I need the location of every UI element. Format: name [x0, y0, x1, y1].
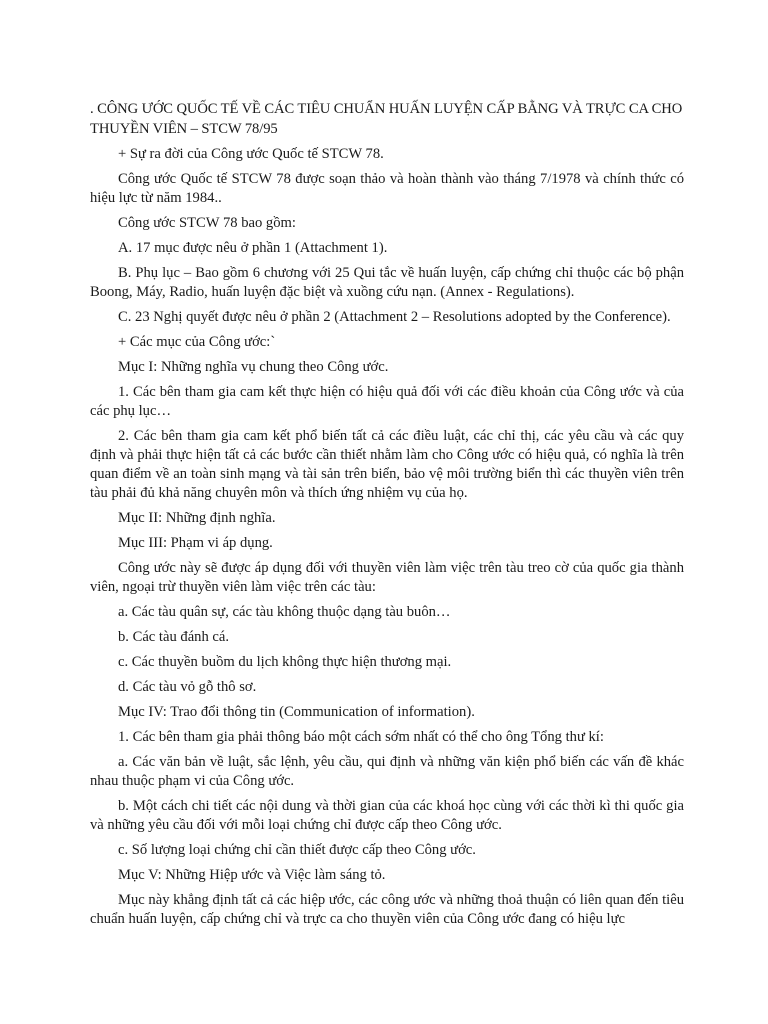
paragraph-sections-heading: + Các mục của Công ước:` [118, 334, 276, 350]
paragraph-section-1-point-2: 2. Các bên tham gia cam kết phổ biến tất cả các điều luật, các chỉ thị, các yêu cầu và các quy định và phải thực hiện tất cả các bước cần thiết nhằm làm cho Công ước có hiệu quả, có nghĩa là trên quan điểm về an toàn sinh mạng và tài sản trên biển, bảo vệ môi trường biển thì các thuyền viên trên tàu phải đủ khả năng chuyên môn và thích ứng nhiệm vụ của họ. [90, 428, 684, 501]
paragraph-exclusion-d: d. Các tàu vỏ gỗ thô sơ. [118, 679, 257, 695]
paragraph-section-1-point-1: 1. Các bên tham gia cam kết thực hiện có hiệu quả đối với các điều khoản của Công ước và của các phụ lục… [90, 384, 684, 419]
paragraph-item-a: A. 17 mục được nêu ở phần 1 (Attachment 1). [118, 240, 388, 256]
paragraph-section-1: Mục I: Những nghĩa vụ chung theo Công ước. [118, 359, 389, 375]
paragraph-item-c: C. 23 Nghị quyết được nêu ở phần 2 (Attachment 2 – Resolutions adopted by the Conference). [118, 309, 671, 325]
paragraph-section-5: Mục V: Những Hiệp ước và Việc làm sáng tỏ. [118, 867, 386, 883]
paragraph-section-2: Mục II: Những định nghĩa. [118, 510, 276, 526]
paragraph-section-4-point-b: b. Một cách chi tiết các nội dung và thời gian của các khoá học cùng với các thời kì thi quốc gia và những yêu cầu đối với mỗi loại chứng chỉ được cấp theo Công ước. [90, 798, 684, 833]
paragraph-section-4: Mục IV: Trao đổi thông tin (Communication of information). [118, 704, 475, 720]
paragraph-exclusion-c: c. Các thuyền buồm du lịch không thực hiện thương mại. [118, 654, 452, 670]
paragraph-section-5-body: Mục này khẳng định tất cả các hiệp ước, các công ước và những thoả thuận có liên quan đến tiêu chuẩn huấn luyện, cấp chứng chỉ và trực ca cho thuyền viên của Công ước đang có hiệu lực [90, 892, 684, 927]
paragraph-section-4-point-c: c. Số lượng loại chứng chỉ cần thiết được cấp theo Công ước. [118, 842, 476, 858]
document-title: . CÔNG ƯỚC QUỐC TẾ VỀ CÁC TIÊU CHUẨN HUẤN LUYỆN CẤP BẰNG VÀ TRỰC CA CHO THUYỀN VIÊN – STCW 78/95 [90, 101, 683, 137]
document-body [90, 99, 684, 935]
paragraph-section-3-scope: Công ước này sẽ được áp dụng đối với thuyền viên làm việc trên tàu treo cờ của quốc gia thành viên, ngoại trừ thuyền viên làm việc trên các tàu: [90, 560, 684, 595]
paragraph-stcw-contents: Công ước STCW 78 bao gồm: [118, 215, 296, 231]
paragraph-section-3: Mục III: Phạm vi áp dụng. [118, 535, 273, 551]
paragraph-stcw-origin: + Sự ra đời của Công ước Quốc tế STCW 78. [118, 146, 384, 162]
paragraph-item-b: B. Phụ lục – Bao gồm 6 chương với 25 Qui tắc về huấn luyện, cấp chứng chỉ thuộc các bộ phận Boong, Máy, Radio, huấn luyện đặc biệt và xuồng cứu nạn. (Annex - Regulations). [90, 265, 684, 300]
paragraph-exclusion-b: b. Các tàu đánh cá. [118, 629, 230, 645]
paragraph-section-4-point-1: 1. Các bên tham gia phải thông báo một cách sớm nhất có thể cho ông Tổng thư kí: [118, 729, 604, 745]
paragraph-section-4-point-a: a. Các văn bản về luật, sắc lệnh, yêu cầu, qui định và những văn kiện phổ biến các vấn đề khác nhau thuộc phạm vi của Công ước. [90, 754, 684, 789]
paragraph-exclusion-a: a. Các tàu quân sự, các tàu không thuộc dạng tàu buôn… [118, 604, 451, 620]
paragraph-stcw-history: Công ước Quốc tế STCW 78 được soạn thảo và hoàn thành vào tháng 7/1978 và chính thức có hiệu lực từ năm 1984.. [90, 171, 684, 206]
